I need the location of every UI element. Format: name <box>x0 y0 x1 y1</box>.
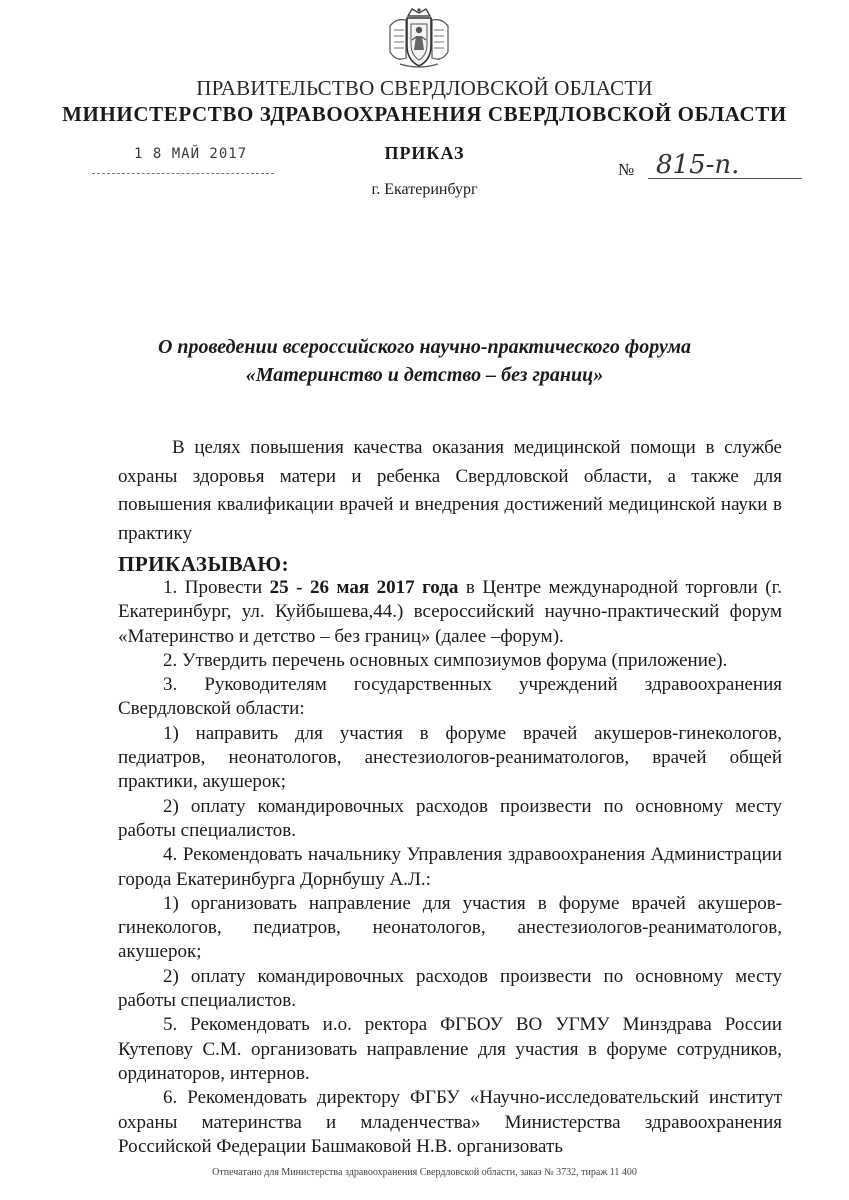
item-1-end: в Центре международной торговли (г. Екатеринбург, ул. Куйбышева,44.) всероссийский научно-практический форум «Материнство и детство – без границ» (далее –форум). <box>118 577 782 647</box>
order-number-handwritten: 815-п. <box>656 150 740 180</box>
item-4-1: 1) организовать направление для участия в форуме врачей акушеров-гинекологов, педиатров, неонатологов, анестезиологов-реаниматологов, акушерок; <box>118 892 782 963</box>
print-footer: Отпечатано для Министерства здравоохранения Свердловской области, заказ № 3732, тираж 11 400 <box>212 1167 637 1178</box>
item-2: 2. Утвердить перечень основных симпозиумов форума (приложение). <box>163 649 728 671</box>
item-4-2: 2) оплату командировочных расходов произвести по основному месту работы специалистов. <box>118 965 782 1012</box>
item-3-1: 1) направить для участия в форуме врачей акушеров-гинекологов, педиатров, неонатологов, анестезиологов-реаниматологов, врачей общей практики, акушерок; <box>118 722 782 793</box>
item-3-2: 2) оплату командировочных расходов произвести по основному месту работы специалистов. <box>118 795 782 841</box>
ministry-name: МИНИСТЕРСТВО ЗДРАВООХРАНЕНИЯ СВЕРДЛОВСКОЙ ОБЛАСТИ <box>62 102 787 126</box>
document-title-line-2: «Материнство и детство – без границ» <box>245 364 604 386</box>
forum-dates: 25 - 26 мая 2017 года <box>269 577 459 598</box>
document-type: ПРИКАЗ <box>384 143 465 163</box>
item-1-start: 1. Провести <box>163 577 270 598</box>
coat-of-arms-icon <box>386 6 452 70</box>
item-6: 6. Рекомендовать директору ФГБУ «Научно-исследовательский институт охраны материнства и младенчества» Министерства здравоохранения Российской Федерации Башмаковой Н.В. организовать <box>118 1087 782 1157</box>
government-name: ПРАВИТЕЛЬСТВО СВЕРДЛОВСКОЙ ОБЛАСТИ <box>196 76 653 100</box>
order-heading: ПРИКАЗЫВАЮ: <box>118 552 290 576</box>
date-underline <box>92 173 274 174</box>
item-5: 5. Рекомендовать и.о. ректора ФГБОУ ВО УГМУ Минздрава России Кутепову С.М. организовать направление для участия в форуме сотрудников, ординаторов, интернов. <box>118 1014 782 1084</box>
number-underline <box>648 178 802 179</box>
intro-paragraph: В целях повышения качества оказания медицинской помощи в службе охраны здоровья матери и ребенка Свердловской области, а также для повышения квалификации врачей и внедрения достижений медицинской науки в практику <box>118 437 782 544</box>
item-3: 3. Руководителям государственных учреждений здравоохранения Свердловской области: <box>118 674 782 720</box>
item-4: 4. Рекомендовать начальнику Управления здравоохранения Администрации города Екатеринбурга Дорнбушу А.Л.: <box>118 844 782 890</box>
order-items <box>118 570 782 1159</box>
item-1 <box>118 576 782 649</box>
document-title-line-1: О проведении всероссийского научно-практического форума <box>157 336 692 358</box>
number-sign: № <box>618 160 635 179</box>
order-date-stamp: 1 8 МАЙ 2017 <box>134 146 248 162</box>
city: г. Екатеринбург <box>371 181 478 198</box>
